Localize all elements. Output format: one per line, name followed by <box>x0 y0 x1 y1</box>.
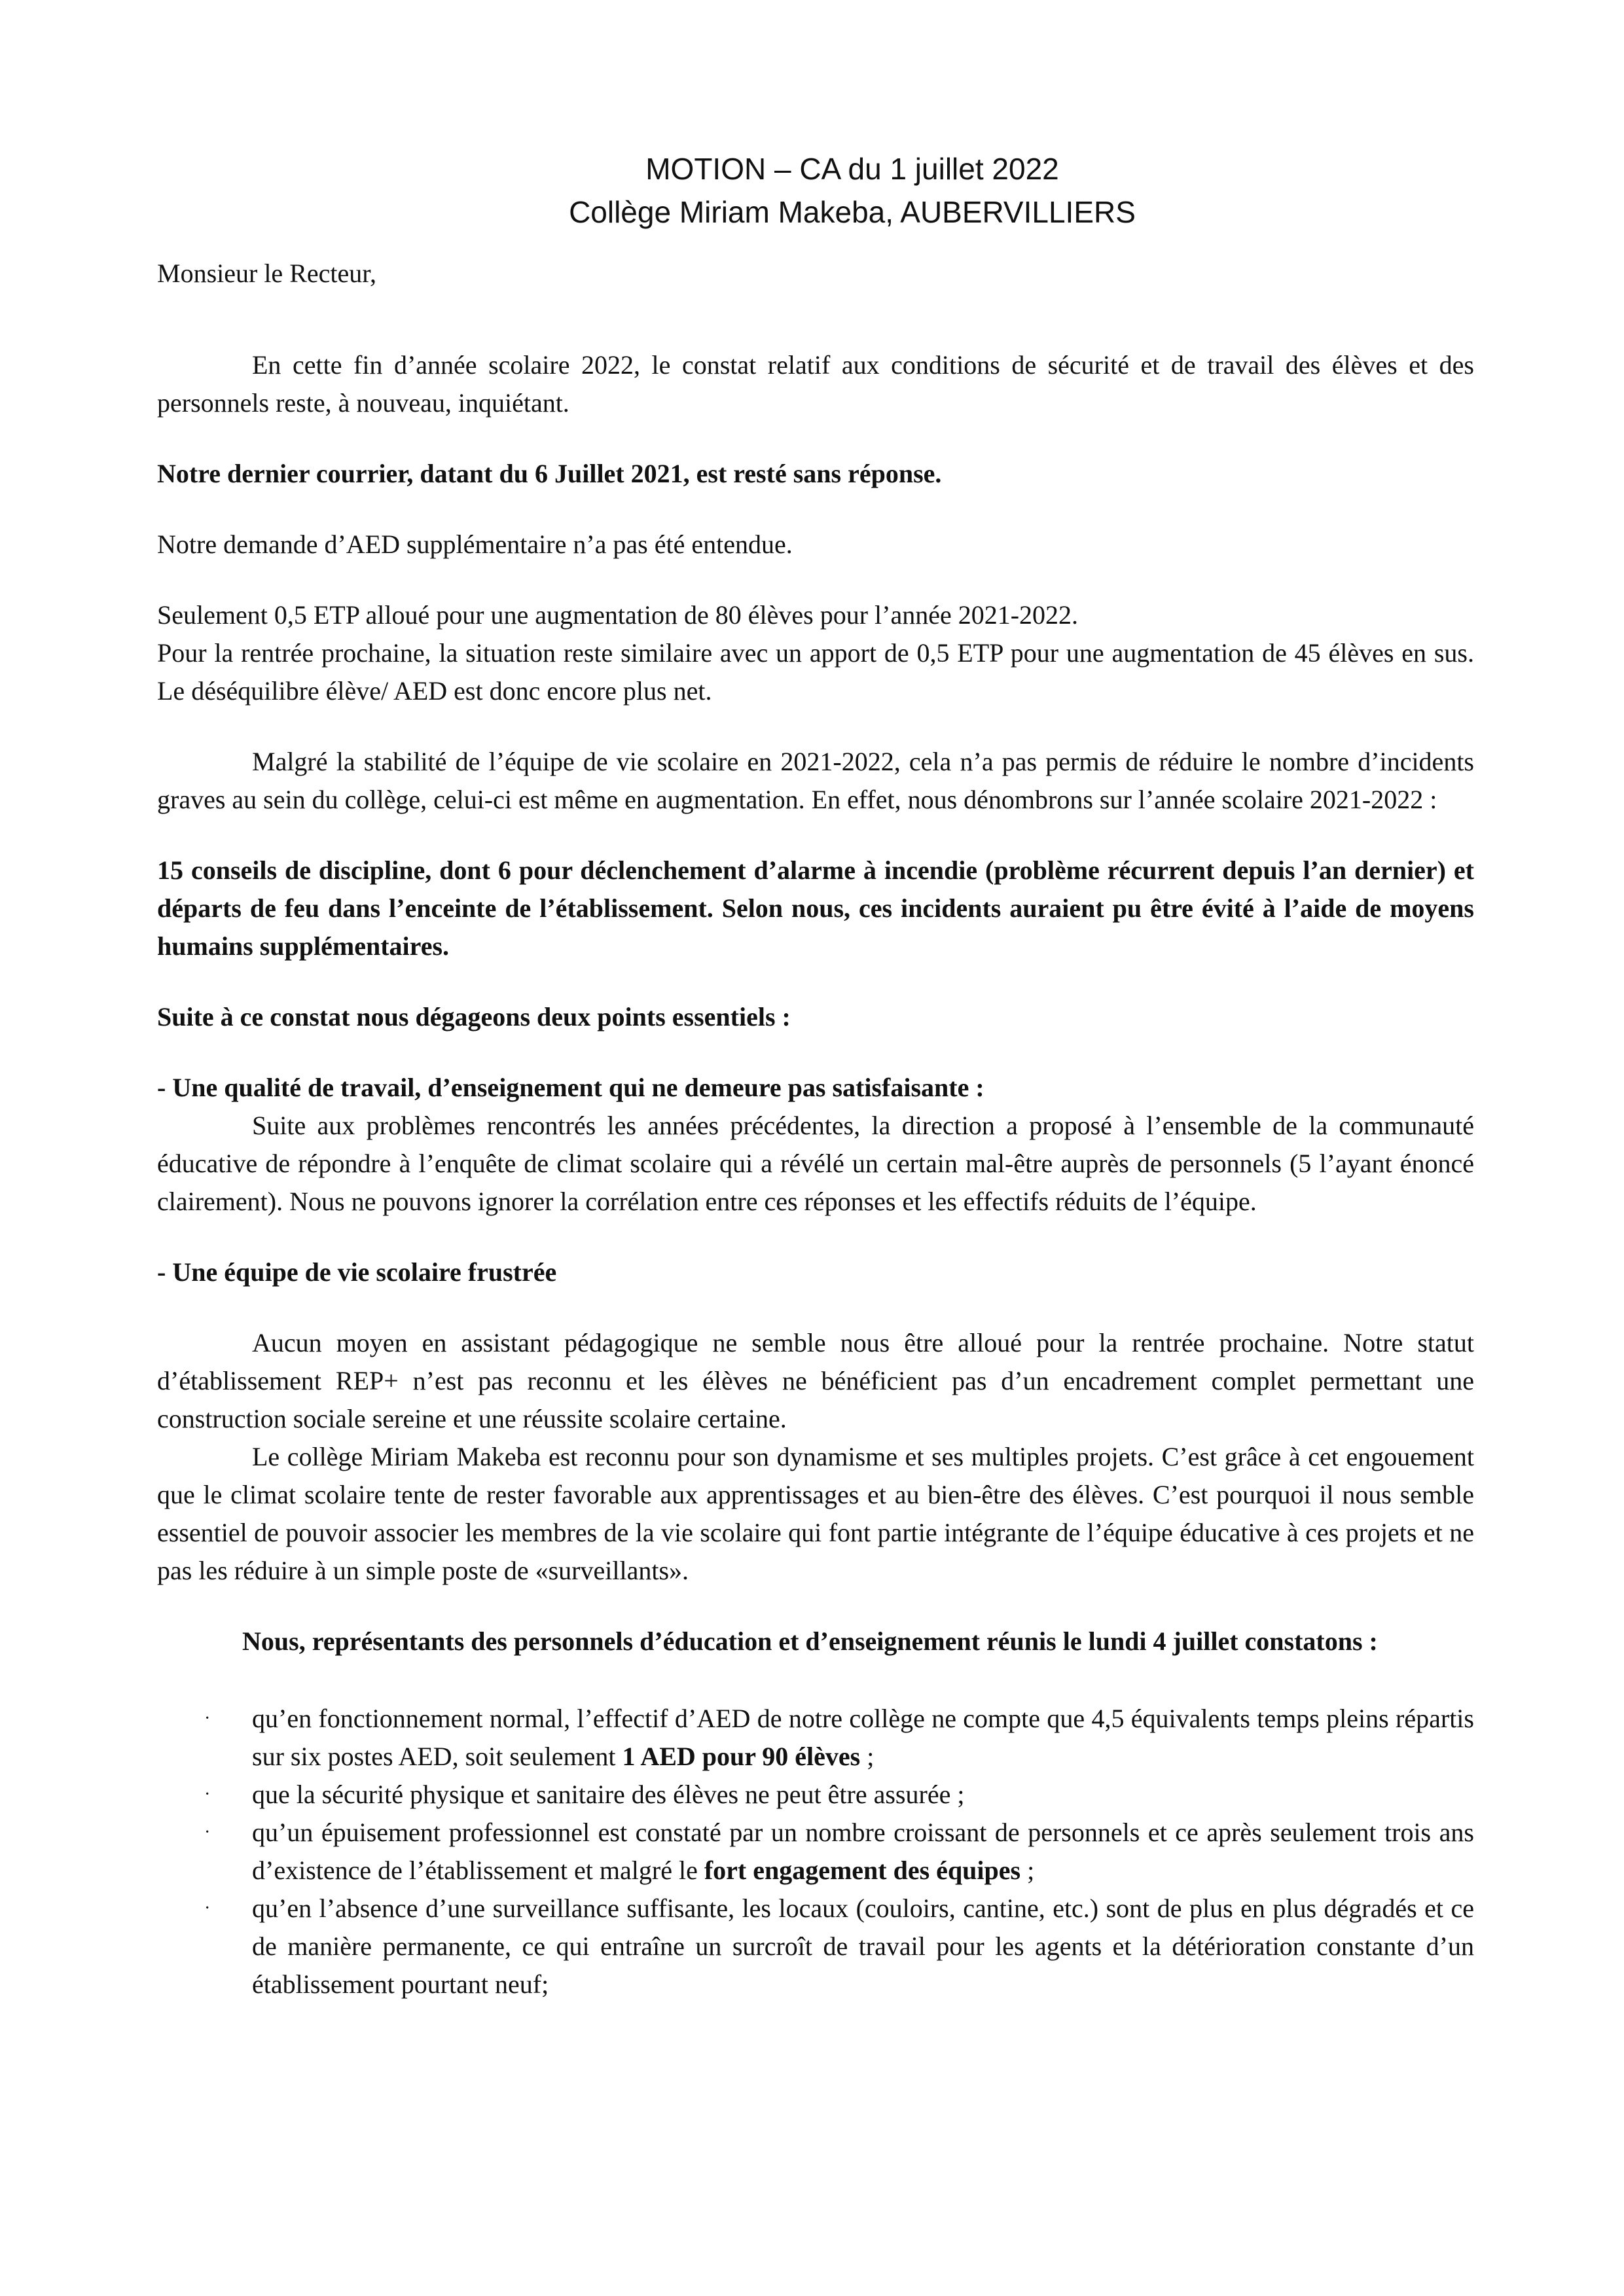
list-item <box>157 1890 1474 2003</box>
list-item-emphasis: fort engagement des équipes <box>704 1856 1021 1885</box>
list-item-text: qu’en l’absence d’une surveillance suffisante, les locaux (couloirs, cantine, etc.) sont de plus en plus dégradés et ce de manière permanente, ce qui entraîne un surcroît de travail pour les agents et la détérioration constante d’un établissement pourtant neuf; <box>252 1893 1474 1999</box>
list-item-text: que la sécurité physique et sanitaire des élèves ne peut être assurée ; <box>252 1780 965 1809</box>
paragraph-discipline-councils: 15 conseils de discipline, dont 6 pour déclenchement d’alarme à incendie (problème récurrent depuis l’an dernier) et départs de feu dans l’enceinte de l’établissement. Selon nous, ces incidents auraient pu être évité à l’aide de moyens humains supplémentaires. <box>157 855 1474 961</box>
salutation: Monsieur le Recteur, <box>157 259 376 288</box>
list-item-text-end: ; <box>860 1742 875 1771</box>
list-item-text-end: ; <box>1020 1856 1035 1885</box>
paragraph-last-letter: Notre dernier courrier, datant du 6 Juillet 2021, est resté sans réponse. <box>157 459 942 488</box>
heading-frustrated-team: - Une équipe de vie scolaire frustrée <box>157 1257 557 1287</box>
paragraph-next-year: Pour la rentrée prochaine, la situation reste similaire avec un apport de 0,5 ETP pour une augmentation de 45 élèves en sus. Le déséquilibre élève/ AED est donc encore plus net. <box>157 638 1474 706</box>
title-line-college: Collège Miriam Makeba, AUBERVILLIERS <box>569 195 1136 229</box>
document-title <box>230 147 1474 234</box>
list-item <box>157 1814 1474 1890</box>
paragraph-aed-request: Notre demande d’AED supplémentaire n’a pas été entendue. <box>157 529 793 559</box>
paragraph-school-climate: Suite aux problèmes rencontrés les années précédentes, la direction a proposé à l’ensemble de la communauté éducative de répondre à l’enquête de climat scolaire qui a révélé un certain mal-être auprès de personnels (5 l’ayant énoncé clairement). Nous ne pouvons ignorer la corrélation entre ces réponses et les effectifs réduits de l’équipe. <box>157 1111 1474 1216</box>
paragraph-etp-allocation: Seulement 0,5 ETP alloué pour une augmentation de 80 élèves pour l’année 2021-2022. <box>157 600 1079 630</box>
findings-list <box>157 1700 1474 2003</box>
paragraph-no-assistant: Aucun moyen en assistant pédagogique ne semble nous être alloué pour la rentrée prochaine. Notre statut d’établissement REP+ n’est pas reconnu et les élèves ne bénéficient pas d’un encadrement complet permettant une construction sociale sereine et une réussite scolaire certaine. <box>157 1328 1474 1433</box>
heading-work-quality: - Une qualité de travail, d’enseignement qui ne demeure pas satisfaisante : <box>157 1073 984 1102</box>
paragraph-two-points: Suite à ce constat nous dégageons deux points essentiels : <box>157 1002 791 1031</box>
list-item-text: qu’un épuisement professionnel est constaté par un nombre croissant de personnels et ce après seulement trois ans d’existence de l’établissement et malgré le <box>252 1818 1474 1885</box>
list-item <box>157 1776 1474 1814</box>
title-line-motion: MOTION – CA du 1 juillet 2022 <box>645 152 1059 186</box>
paragraph-incidents: Malgré la stabilité de l’équipe de vie scolaire en 2021-2022, cela n’a pas permis de réduire le nombre d’incidents graves au sein du collège, celui-ci est même en augmentation. En effet, nous dénombrons sur l’année scolaire 2021-2022 : <box>157 747 1474 814</box>
bullet-marker: · <box>204 1784 211 1804</box>
bullet-marker: · <box>204 1898 211 1918</box>
document-page <box>157 147 1474 2248</box>
paragraph-intro: En cette fin d’année scolaire 2022, le constat relatif aux conditions de sécurité et de travail des élèves et des personnels reste, à nouveau, inquiétant. <box>157 350 1474 418</box>
paragraph-college-dynamism: Le collège Miriam Makeba est reconnu pour son dynamisme et ses multiples projets. C’est grâce à cet engouement que le climat scolaire tente de rester favorable aux apprentissages et au bien-être des élèves. C’est pourquoi il nous semble essentiel de pouvoir associer les membres de la vie scolaire qui font partie intégrante de l’équipe éducative à ces projets et ne pas les réduire à un simple poste de «surveillants». <box>157 1442 1474 1585</box>
list-item <box>157 1700 1474 1776</box>
list-item-emphasis: 1 AED pour 90 élèves <box>622 1742 861 1771</box>
list-item-text: qu’en fonctionnement normal, l’effectif d’AED de notre collège ne compte que 4,5 équivalents temps pleins répartis sur six postes AED, soit seulement <box>252 1704 1474 1771</box>
bullet-marker: · <box>204 1708 211 1729</box>
bullet-marker: · <box>204 1822 211 1842</box>
paragraph-representatives: Nous, représentants des personnels d’éducation et d’enseignement réunis le lundi 4 juillet constatons : <box>242 1626 1378 1656</box>
